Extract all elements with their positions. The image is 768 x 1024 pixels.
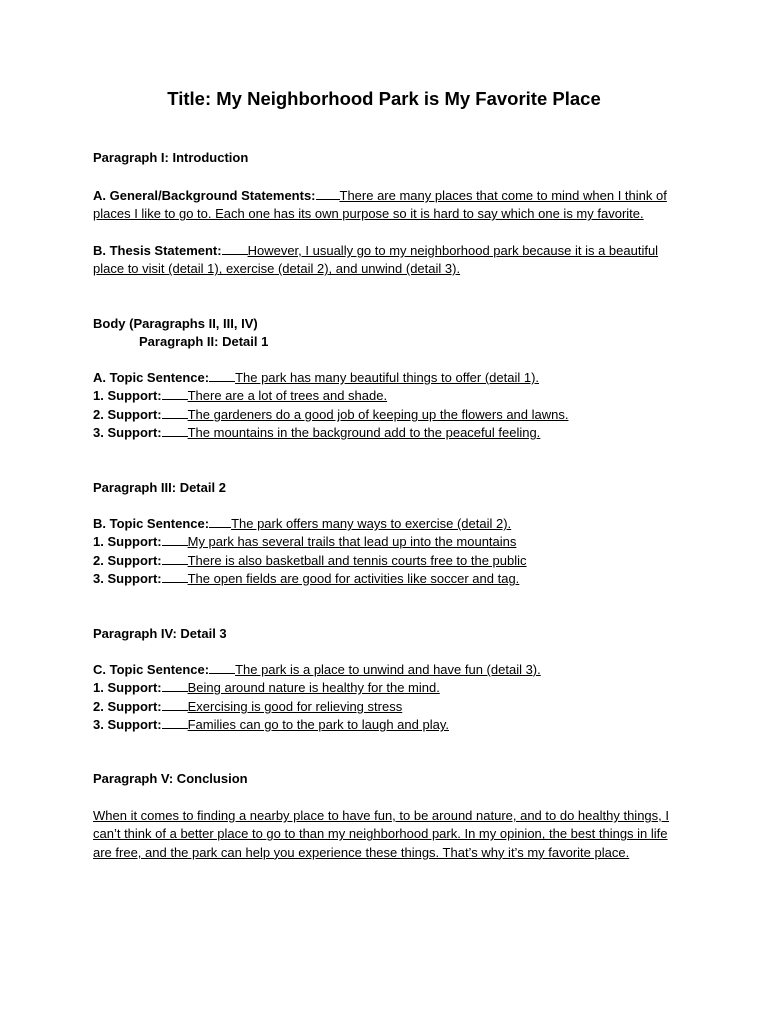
- paragraph-2-heading: Paragraph II: Detail 1: [139, 334, 269, 349]
- p3-support-2-text: There is also basketball and tennis courts free to the public: [187, 553, 527, 568]
- p2-support-1-label: 1. Support:: [93, 388, 162, 403]
- p4-support-1-text: Being around nature is healthy for the mind.: [187, 680, 440, 695]
- answer-blank: [162, 424, 188, 437]
- answer-blank: [209, 369, 235, 382]
- general-statements-text: There are many places that come to mind when I think of places I like to go to. Each one has its own purpose so it is hard to say which one is my favorite.: [93, 188, 667, 222]
- p2-topic-text: The park has many beautiful things to offer (detail 1).: [235, 370, 540, 385]
- p3-support-1-label: 1. Support:: [93, 534, 162, 549]
- p4-support-1-label: 1. Support:: [93, 680, 162, 695]
- p4-support-2-label: 2. Support:: [93, 699, 162, 714]
- answer-blank: [162, 387, 188, 400]
- p3-topic-label: B. Topic Sentence:: [93, 516, 210, 531]
- p2-support-2: [93, 406, 678, 424]
- answer-blank: [162, 406, 188, 419]
- p2-support-2-text: The gardeners do a good job of keeping up the flowers and lawns.: [187, 407, 569, 422]
- p2-support-3: [93, 424, 678, 442]
- thesis-statement-text: However, I usually go to my neighborhood park because it is a beautiful place to visit (detail 1), exercise (detail 2), and unwind (detail 3).: [93, 243, 659, 277]
- answer-blank: [316, 187, 340, 200]
- p4-topic-text: The park is a place to unwind and have fun (detail 3).: [235, 662, 541, 677]
- p4-support-1: [93, 679, 678, 697]
- p2-topic-sentence: [93, 369, 678, 387]
- conclusion-text: When it comes to finding a nearby place to have fun, to be around nature, and to do healthy things, I can’t think of a better place to go to than my neighborhood park. In my opinion, the best things in life are free, and the park can help you experience these things. That’s why it’s my favorite place.: [93, 808, 669, 860]
- p2-topic-label: A. Topic Sentence:: [93, 370, 210, 385]
- p4-topic-label: C. Topic Sentence:: [93, 662, 210, 677]
- thesis-statement: [93, 242, 678, 279]
- answer-blank: [162, 716, 188, 729]
- thesis-statement-label: B. Thesis Statement:: [93, 243, 222, 258]
- p2-support-1-text: There are a lot of trees and shade.: [187, 388, 388, 403]
- answer-blank: [162, 552, 188, 565]
- p3-support-1: [93, 533, 678, 551]
- conclusion-heading: Paragraph V: Conclusion: [93, 771, 248, 786]
- p3-support-3-label: 3. Support:: [93, 571, 162, 586]
- p4-support-3-label: 3. Support:: [93, 717, 162, 732]
- p4-support-3: [93, 716, 678, 734]
- p3-topic-text: The park offers many ways to exercise (detail 2).: [231, 516, 512, 531]
- answer-blank: [209, 515, 231, 528]
- answer-blank: [162, 679, 188, 692]
- p2-support-3-label: 3. Support:: [93, 425, 162, 440]
- p3-topic-sentence: [93, 515, 678, 533]
- answer-blank: [209, 661, 235, 674]
- general-statements: [93, 187, 678, 224]
- p3-support-3: [93, 570, 678, 588]
- p4-support-2: [93, 698, 678, 716]
- general-statements-label: A. General/Background Statements:: [93, 188, 316, 203]
- p3-support-2-label: 2. Support:: [93, 553, 162, 568]
- answer-blank: [162, 698, 188, 711]
- p2-support-3-text: The mountains in the background add to the peaceful feeling.: [187, 425, 541, 440]
- conclusion-paragraph: [93, 807, 678, 862]
- intro-heading: Paragraph I: Introduction: [93, 150, 249, 165]
- p3-support-1-text: My park has several trails that lead up into the mountains: [187, 534, 517, 549]
- p4-support-2-text: Exercising is good for relieving stress: [187, 699, 403, 714]
- paragraph-3-heading: Paragraph III: Detail 2: [93, 480, 226, 495]
- p3-support-2: [93, 552, 678, 570]
- answer-blank: [162, 533, 188, 546]
- answer-blank: [162, 570, 188, 583]
- body-heading: Body (Paragraphs II, III, IV): [93, 316, 258, 331]
- p2-support-1: [93, 387, 678, 405]
- p4-topic-sentence: [93, 661, 678, 679]
- document-title: Title: My Neighborhood Park is My Favorite Place: [167, 88, 601, 109]
- p2-support-2-label: 2. Support:: [93, 407, 162, 422]
- p3-support-3-text: The open fields are good for activities like soccer and tag.: [187, 571, 520, 586]
- answer-blank: [222, 242, 248, 255]
- p4-support-3-text: Families can go to the park to laugh and play.: [187, 717, 449, 732]
- paragraph-4-heading: Paragraph IV: Detail 3: [93, 626, 227, 641]
